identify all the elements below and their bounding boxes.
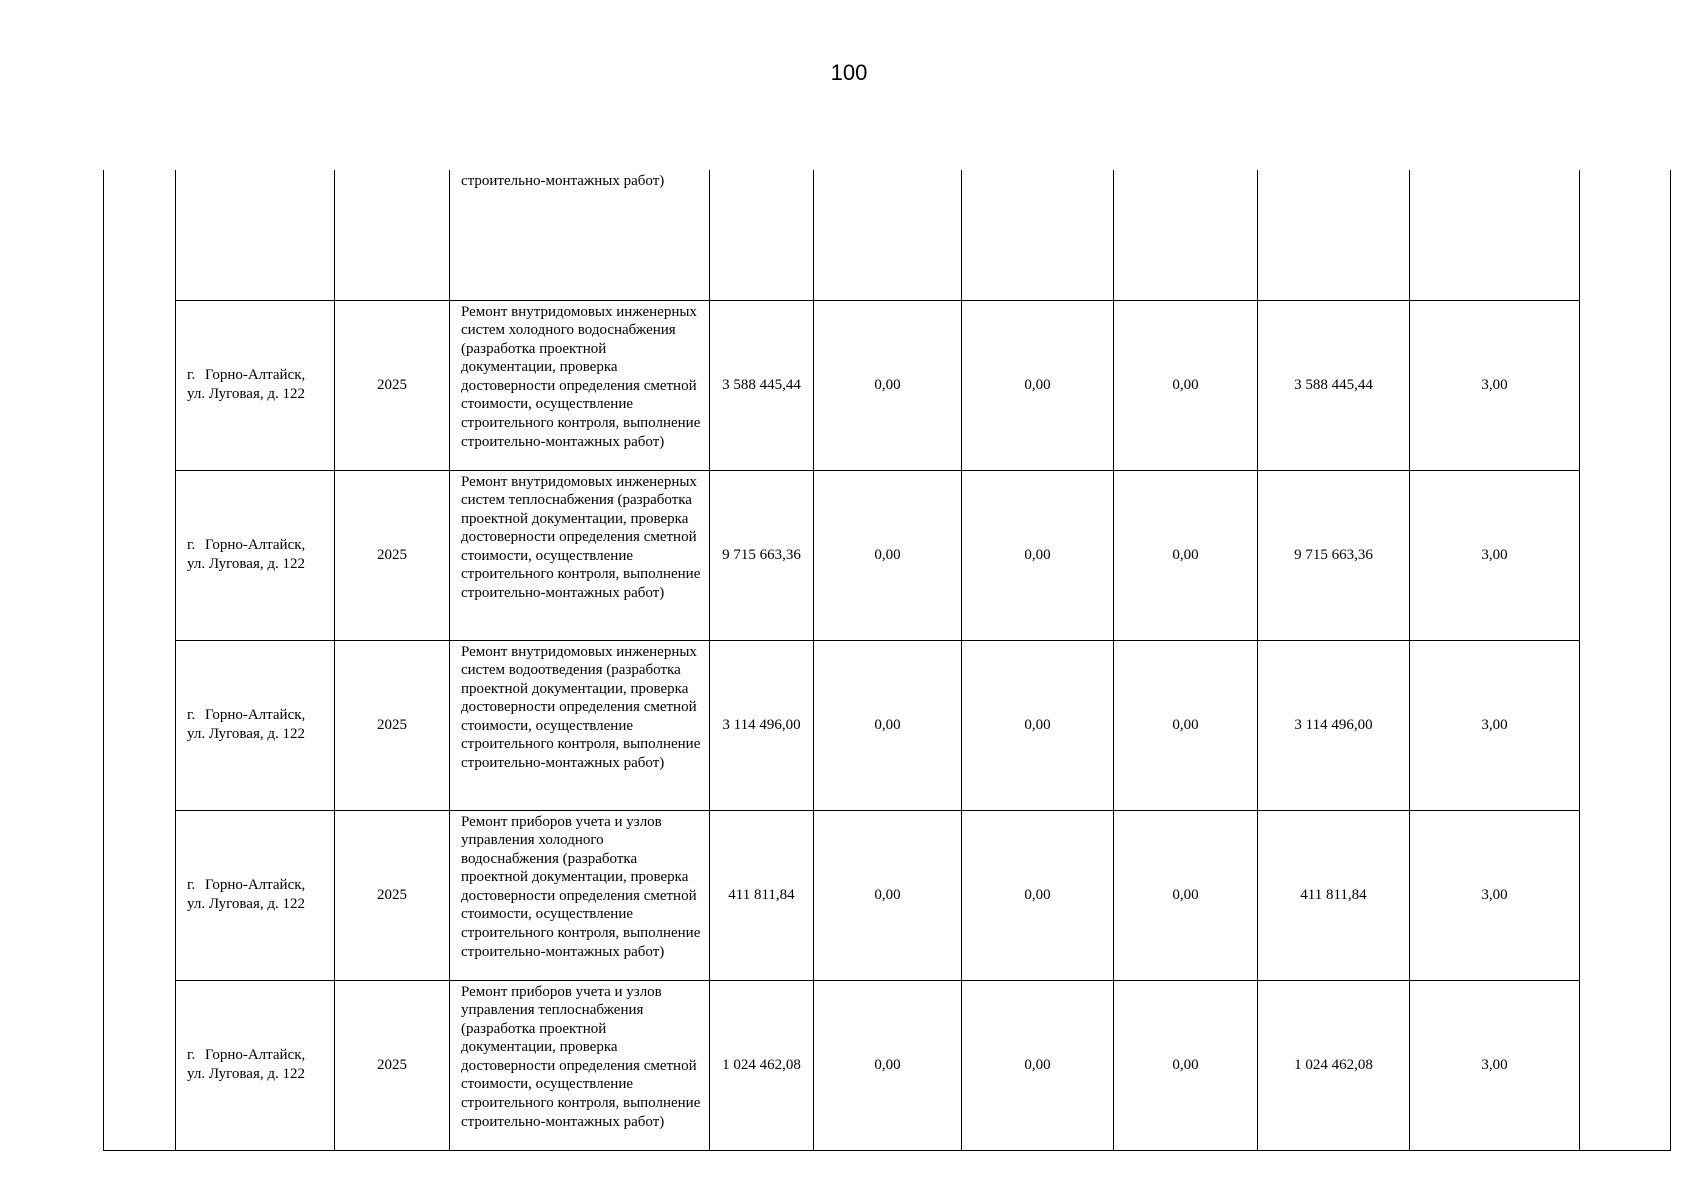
- year-cell: 2025: [335, 640, 450, 810]
- work-description-cell: Ремонт внутридомовых инженерных систем водоотведения (разработка проектной документации, проверка достоверности определения сметной стоимости, осуществление строительного контроля, выполнение строительно-монтажных работ): [450, 640, 710, 810]
- value-cell-a: 0,00: [814, 470, 962, 640]
- address-street: ул. Луговая, д. 122: [187, 556, 305, 572]
- value-cell-e: 3,00: [1410, 300, 1580, 470]
- table-row-continued: [104, 170, 1671, 300]
- table-row: [104, 640, 1671, 810]
- value-cell-a: 0,00: [814, 640, 962, 810]
- value-cell-b: 0,00: [962, 640, 1114, 810]
- value-cell-d: 1 024 462,08: [1258, 980, 1410, 1150]
- value-cell-c: 0,00: [1114, 980, 1258, 1150]
- address-street: ул. Луговая, д. 122: [187, 726, 305, 742]
- address-street: ул. Луговая, д. 122: [187, 386, 305, 402]
- year-cell: 2025: [335, 810, 450, 980]
- address-city: г. Горно-Алтайск,: [187, 537, 306, 554]
- value-cell-b: 0,00: [962, 810, 1114, 980]
- works-table: [103, 170, 1671, 1151]
- value-cell-d: 3 114 496,00: [1258, 640, 1410, 810]
- value-cell-c: 0,00: [1114, 810, 1258, 980]
- year-cell: [335, 170, 450, 300]
- value-cell-a: [814, 170, 962, 300]
- value-cell-b: [962, 170, 1114, 300]
- value-cell-e: [1410, 170, 1580, 300]
- value-cell-b: 0,00: [962, 300, 1114, 470]
- year-cell: 2025: [335, 980, 450, 1150]
- work-description-cell: Ремонт внутридомовых инженерных систем теплоснабжения (разработка проектной документации, проверка достоверности определения сметной стоимости, осуществление строительного контроля, выполнение строительно-монтажных работ): [450, 470, 710, 640]
- address-street: ул. Луговая, д. 122: [187, 896, 305, 912]
- work-description-cell: Ремонт приборов учета и узлов управления холодного водоснабжения (разработка проектной документации, проверка достоверности определения сметной стоимости, осуществление строительного контроля, выполнение строительно-монтажных работ): [450, 810, 710, 980]
- value-cell-d: 411 811,84: [1258, 810, 1410, 980]
- address-cell: [176, 170, 335, 300]
- total-cost-cell: 3 114 496,00: [710, 640, 814, 810]
- value-cell-e: 3,00: [1410, 470, 1580, 640]
- year-cell: 2025: [335, 300, 450, 470]
- value-cell-e: 3,00: [1410, 980, 1580, 1150]
- value-cell-c: [1114, 170, 1258, 300]
- value-cell-d: 9 715 663,36: [1258, 470, 1410, 640]
- work-description-cell: Ремонт внутридомовых инженерных систем холодного водоснабжения (разработка проектной документации, проверка достоверности определения сметной стоимости, осуществление строительного контроля, выполнение строительно-монтажных работ): [450, 300, 710, 470]
- total-cost-cell: 3 588 445,44: [710, 300, 814, 470]
- blank-cell: [1580, 170, 1671, 1150]
- value-cell-a: 0,00: [814, 980, 962, 1150]
- address-cell: [176, 810, 335, 980]
- work-description-cell: Ремонт приборов учета и узлов управления теплоснабжения (разработка проектной документации, проверка достоверности определения сметной стоимости, осуществление строительного контроля, выполнение строительно-монтажных работ): [450, 980, 710, 1150]
- address-cell: [176, 640, 335, 810]
- value-cell-c: 0,00: [1114, 470, 1258, 640]
- work-description-cell: строительно-монтажных работ): [450, 170, 710, 300]
- address-city: г. Горно-Алтайск,: [187, 1047, 306, 1064]
- value-cell-a: 0,00: [814, 810, 962, 980]
- value-cell-a: 0,00: [814, 300, 962, 470]
- address-cell: [176, 980, 335, 1150]
- value-cell-d: [1258, 170, 1410, 300]
- total-cost-cell: 1 024 462,08: [710, 980, 814, 1150]
- total-cost-cell: 9 715 663,36: [710, 470, 814, 640]
- value-cell-b: 0,00: [962, 980, 1114, 1150]
- address-city: г. Горно-Алтайск,: [187, 367, 306, 384]
- address-city: г. Горно-Алтайск,: [187, 707, 306, 724]
- address-cell: [176, 470, 335, 640]
- total-cost-cell: 411 811,84: [710, 810, 814, 980]
- year-cell: 2025: [335, 470, 450, 640]
- value-cell-b: 0,00: [962, 470, 1114, 640]
- value-cell-d: 3 588 445,44: [1258, 300, 1410, 470]
- page-number: 100: [830, 60, 868, 85]
- table-row: [104, 470, 1671, 640]
- table-row: [104, 810, 1671, 980]
- address-street: ул. Луговая, д. 122: [187, 1066, 305, 1082]
- table-row: [104, 980, 1671, 1150]
- total-cost-cell: [710, 170, 814, 300]
- value-cell-c: 0,00: [1114, 640, 1258, 810]
- table-row: [104, 300, 1671, 470]
- value-cell-e: 3,00: [1410, 810, 1580, 980]
- address-cell: [176, 300, 335, 470]
- value-cell-c: 0,00: [1114, 300, 1258, 470]
- value-cell-e: 3,00: [1410, 640, 1580, 810]
- index-cell: [104, 170, 176, 1150]
- address-city: г. Горно-Алтайск,: [187, 877, 306, 894]
